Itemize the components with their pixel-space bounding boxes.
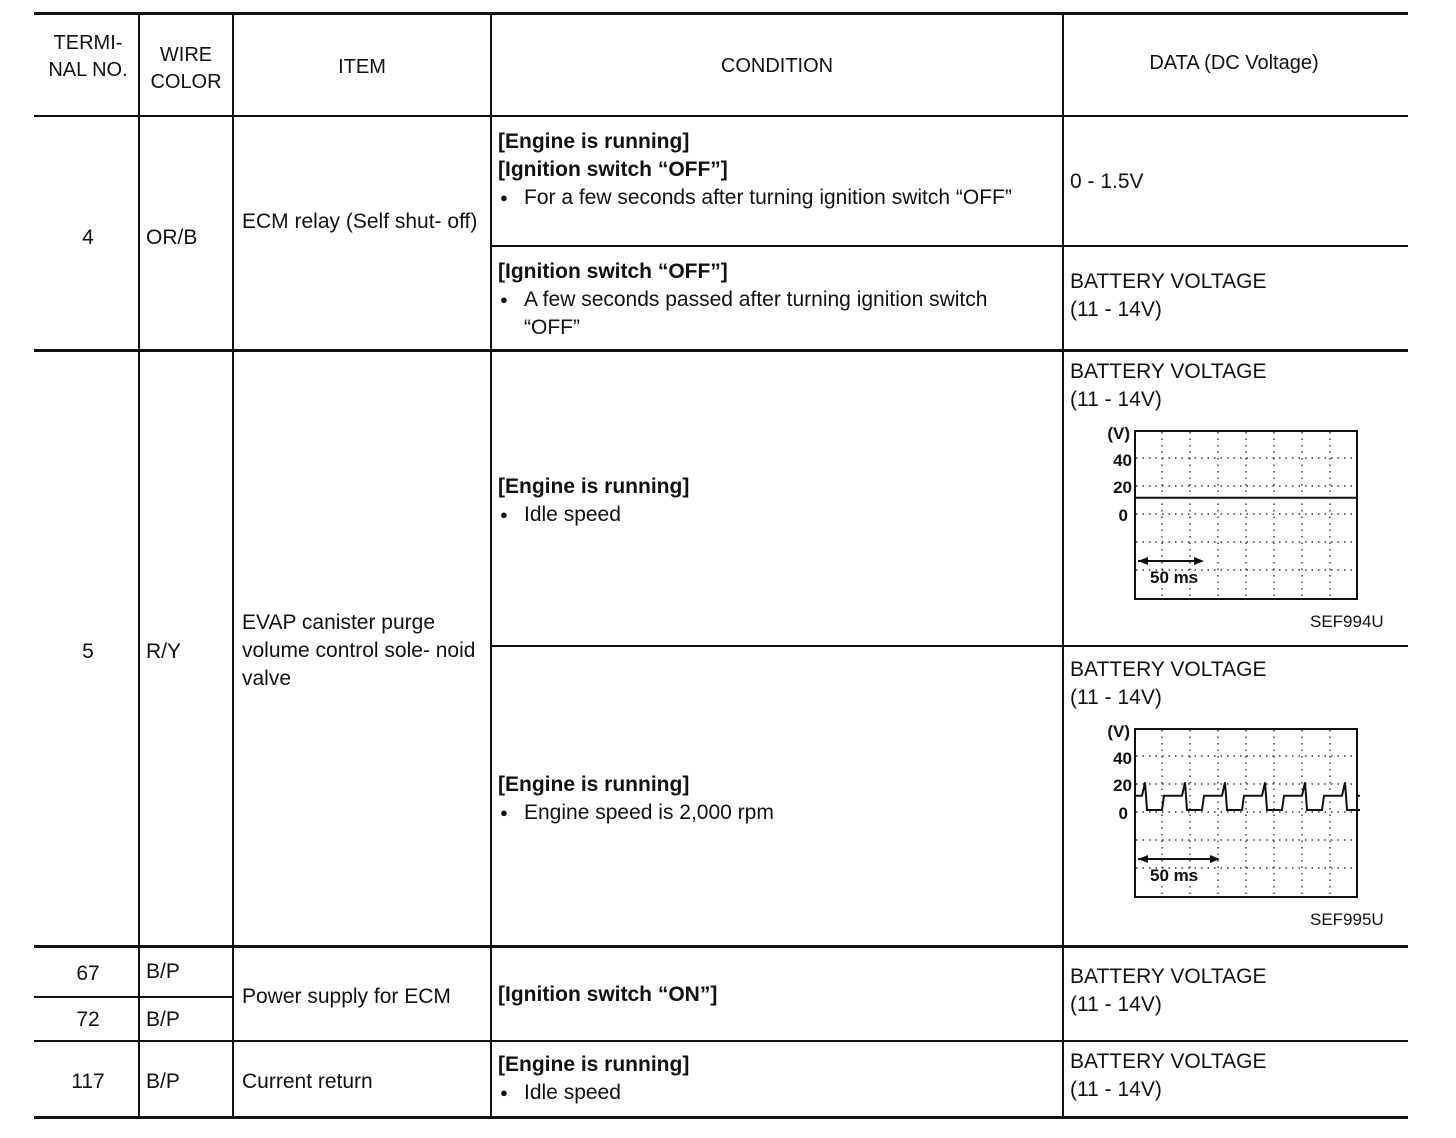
column-divider-2 bbox=[232, 14, 234, 1118]
row-5-bottom-border bbox=[34, 945, 1408, 948]
header-data bbox=[1066, 50, 1402, 77]
scope-2000rpm-tick-40: 40 bbox=[1113, 749, 1132, 768]
data-4-b-line-1: BATTERY VOLTAGE bbox=[1070, 270, 1267, 293]
data-5-b-line-2: (11 - 14V) bbox=[1070, 686, 1162, 709]
condition-117-line-1: [Engine is running] bbox=[498, 1053, 690, 1076]
condition-67-72: [Ignition switch “ON”] bbox=[498, 983, 718, 1006]
condition-5-b-line-1: [Engine is running] bbox=[498, 773, 690, 796]
table-top-border bbox=[34, 12, 1408, 15]
condition-5-a bbox=[498, 473, 1048, 529]
scope-idle-tick-40: 40 bbox=[1113, 451, 1132, 470]
header-bottom-border bbox=[34, 115, 1408, 117]
terminal-117: 117 bbox=[71, 1070, 105, 1093]
data-5-a-line-2: (11 - 14V) bbox=[1070, 388, 1162, 411]
condition-5-b-bullet: ● Engine speed is 2,000 rpm bbox=[498, 799, 1048, 827]
row-5-divider bbox=[490, 645, 1408, 647]
header-condition bbox=[494, 53, 1060, 80]
terminal-4: 4 bbox=[82, 226, 94, 249]
wire-color-117: B/P bbox=[146, 1070, 180, 1093]
data-67-72-line-1: BATTERY VOLTAGE bbox=[1070, 965, 1267, 988]
wire-color-4: OR/B bbox=[146, 226, 198, 249]
wire-color-67: B/P bbox=[146, 960, 180, 983]
data-4-a: 0 - 1.5V bbox=[1070, 170, 1144, 193]
item-evap-purge-valve: EVAP canister purge volume control sole- noid valve bbox=[242, 611, 476, 690]
column-divider-3 bbox=[490, 14, 492, 1118]
header-wire-color bbox=[142, 42, 230, 96]
scope-2000rpm-code: SEF995U bbox=[1310, 910, 1384, 929]
scope-idle-tick-20: 20 bbox=[1113, 478, 1132, 497]
data-117-line-1: BATTERY VOLTAGE bbox=[1070, 1050, 1267, 1073]
terminal-5: 5 bbox=[82, 640, 94, 663]
item-power-supply-ecm: Power supply for ECM bbox=[242, 985, 451, 1008]
data-5-b-line-1: BATTERY VOLTAGE bbox=[1070, 658, 1267, 681]
scope-idle-tick-0: 0 bbox=[1118, 506, 1128, 525]
header-wire-color-label: WIRE COLOR bbox=[150, 44, 222, 93]
data-4-b bbox=[1070, 268, 1266, 324]
row-67-72-bottom-border bbox=[34, 1040, 1408, 1042]
data-4-b-line-2: (11 - 14V) bbox=[1070, 298, 1162, 321]
data-5-a-line-1: BATTERY VOLTAGE bbox=[1070, 360, 1267, 383]
data-117-line-2: (11 - 14V) bbox=[1070, 1078, 1162, 1101]
data-5-a bbox=[1070, 358, 1266, 414]
condition-4-a-line-1: [Engine is running] bbox=[498, 130, 690, 153]
data-5-b bbox=[1070, 656, 1266, 712]
scope-2000rpm-tick-0: 0 bbox=[1118, 804, 1128, 823]
item-ecm-relay: ECM relay (Self shut- off) bbox=[242, 210, 478, 233]
data-117 bbox=[1070, 1048, 1266, 1104]
scope-2000rpm-tick-20: 20 bbox=[1113, 776, 1132, 795]
condition-4-b bbox=[498, 258, 1048, 342]
condition-4-a bbox=[498, 128, 1048, 212]
condition-117-bullet: ● Idle speed bbox=[498, 1079, 1048, 1107]
oscilloscope-idle bbox=[1090, 424, 1400, 644]
data-67-72 bbox=[1070, 963, 1266, 1019]
terminal-67: 67 bbox=[76, 962, 100, 985]
wire-color-5: R/Y bbox=[146, 640, 182, 663]
condition-117 bbox=[498, 1051, 1048, 1107]
scope-idle-code: SEF994U bbox=[1310, 612, 1384, 631]
scope-2000rpm-unit: (V) bbox=[1107, 722, 1130, 741]
column-divider-4 bbox=[1062, 14, 1064, 1118]
wire-color-72: B/P bbox=[146, 1008, 180, 1031]
data-67-72-line-2: (11 - 14V) bbox=[1070, 993, 1162, 1016]
scope-idle-unit: (V) bbox=[1107, 424, 1130, 443]
header-item-label: ITEM bbox=[338, 56, 386, 78]
header-item bbox=[236, 54, 488, 81]
condition-4-a-line-2: [Ignition switch “OFF”] bbox=[498, 158, 728, 181]
row-4-divider bbox=[490, 245, 1408, 247]
condition-4-b-bullet: ● A few seconds passed after turning ignition switch “OFF” bbox=[498, 286, 1048, 342]
condition-5-a-bullet: ● Idle speed bbox=[498, 501, 1048, 529]
terminal-72: 72 bbox=[76, 1008, 100, 1031]
header-data-label: DATA (DC Voltage) bbox=[1149, 52, 1319, 74]
condition-5-a-line-1: [Engine is running] bbox=[498, 475, 690, 498]
column-divider-1 bbox=[138, 14, 140, 1118]
scope-idle-timebase: 50 ms bbox=[1150, 568, 1199, 587]
condition-5-b bbox=[498, 771, 1048, 827]
header-terminal-no bbox=[40, 30, 136, 84]
scope-2000rpm-timebase: 50 ms bbox=[1150, 866, 1199, 885]
row-67-72-divider bbox=[34, 996, 234, 998]
condition-4-b-line-1: [Ignition switch “OFF”] bbox=[498, 260, 728, 283]
condition-4-a-bullet: ● For a few seconds after turning ignition switch “OFF” bbox=[498, 184, 1048, 212]
row-4-bottom-border bbox=[34, 349, 1408, 352]
header-terminal-no-label: TERMI- NAL NO. bbox=[48, 32, 128, 81]
header-condition-label: CONDITION bbox=[720, 55, 834, 77]
item-current-return: Current return bbox=[242, 1070, 373, 1093]
oscilloscope-2000rpm bbox=[1090, 722, 1400, 942]
table-bottom-border bbox=[34, 1116, 1408, 1119]
